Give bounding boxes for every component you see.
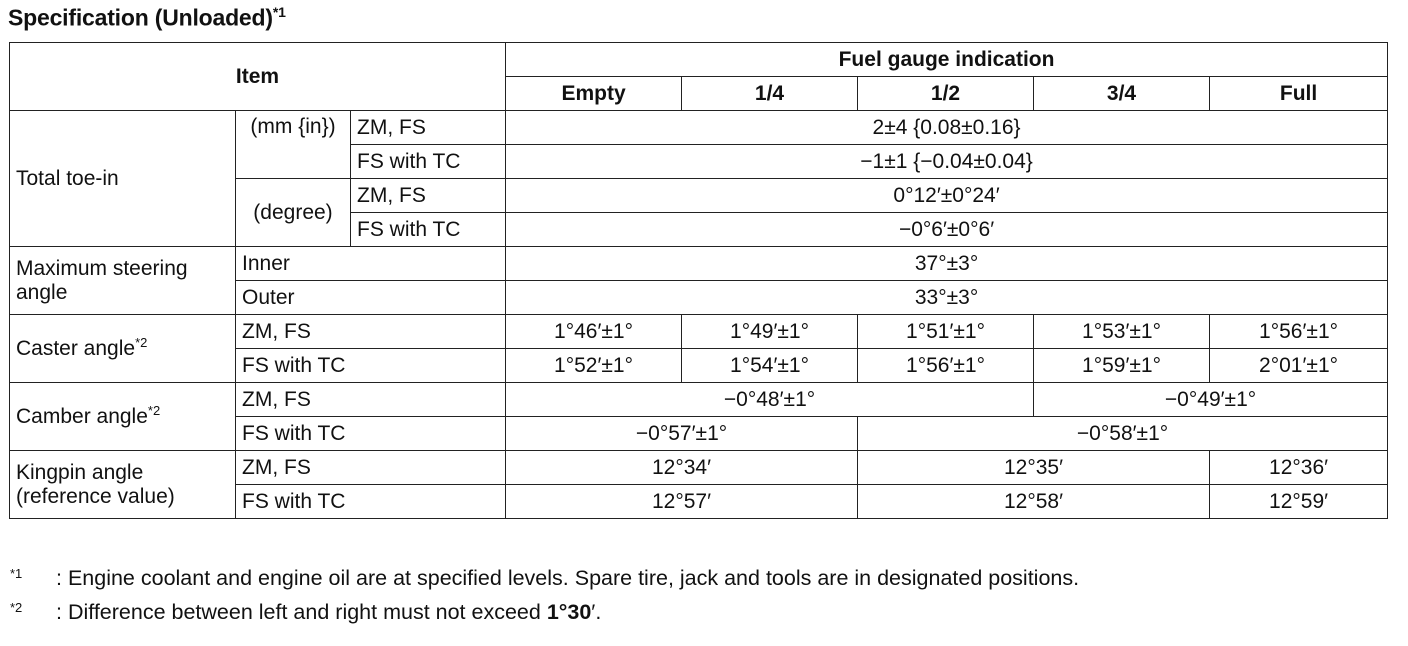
caster-label-cell <box>10 315 236 383</box>
caster-zm-full: 1°56′±1° <box>1210 315 1388 349</box>
camber-fs-tc: FS with TC <box>236 417 506 451</box>
kingpin-zm-value-c: 12°36′ <box>1210 451 1388 485</box>
level-quarter: 1/4 <box>682 77 858 111</box>
steering-label: Maximum steering angle <box>10 247 236 315</box>
toe-in-deg-zm-value: 0°12′±0°24′ <box>506 179 1388 213</box>
kingpin-tc-value-c: 12°59′ <box>1210 485 1388 519</box>
level-half: 1/2 <box>858 77 1034 111</box>
toe-in-label: Total toe-in <box>10 111 236 247</box>
kingpin-zm-value-a: 12°34′ <box>506 451 858 485</box>
caster-zm-half: 1°51′±1° <box>858 315 1034 349</box>
footnote-2-mark-text: *2 <box>10 600 23 615</box>
toe-in-mm-zm-value: 2±4 {0.08±0.16} <box>506 111 1388 145</box>
fuel-gauge-header: Fuel gauge indication <box>506 43 1388 77</box>
camber-label: Camber angle <box>16 405 148 429</box>
item-header: Item <box>10 43 506 111</box>
footnote-2-text <box>56 600 601 625</box>
kingpin-fs-tc: FS with TC <box>236 485 506 519</box>
caster-zm-three-quarter: 1°53′±1° <box>1034 315 1210 349</box>
footnote-2-text-bold: 1°30 <box>546 600 592 624</box>
footnote-1 <box>10 566 1079 600</box>
steering-inner-value: 37°±3° <box>506 247 1388 281</box>
caster-tc-empty: 1°52′±1° <box>506 349 682 383</box>
toe-in-deg-fs-tc: FS with TC <box>351 213 506 247</box>
footnotes <box>10 566 1079 634</box>
caster-tc-full: 2°01′±1° <box>1210 349 1388 383</box>
footnote-2-text-main: : Difference between left and right must not exceed <box>56 600 547 624</box>
camber-zm-value-b: −0°49′±1° <box>1034 383 1388 417</box>
camber-zm-fs: ZM, FS <box>236 383 506 417</box>
header-row-1 <box>10 43 1388 77</box>
caster-fs-tc: FS with TC <box>236 349 506 383</box>
kingpin-zm-fs: ZM, FS <box>236 451 506 485</box>
title-text: Specification (Unloaded) <box>8 4 273 31</box>
caster-zm-quarter: 1°49′±1° <box>682 315 858 349</box>
level-three-quarter: 3/4 <box>1034 77 1210 111</box>
caster-label: Caster angle <box>16 337 136 361</box>
kingpin-zm-value-b: 12°35′ <box>858 451 1210 485</box>
table-row <box>10 247 1388 281</box>
footnote-2-text-tail: ′. <box>591 600 602 624</box>
steering-inner: Inner <box>236 247 506 281</box>
toe-in-mm-tc-value: −1±1 {−0.04±0.04} <box>506 145 1388 179</box>
steering-outer: Outer <box>236 281 506 315</box>
table-row <box>10 315 1388 349</box>
level-empty: Empty <box>506 77 682 111</box>
table-row <box>10 111 1388 145</box>
toe-in-mm-unit: (mm {in}) <box>236 111 351 179</box>
table-row <box>10 383 1388 417</box>
kingpin-tc-value-a: 12°57′ <box>506 485 858 519</box>
camber-footnote-mark: *2 <box>147 403 161 419</box>
camber-label-cell <box>10 383 236 451</box>
kingpin-tc-value-b: 12°58′ <box>858 485 1210 519</box>
level-full: Full <box>1210 77 1388 111</box>
caster-tc-quarter: 1°54′±1° <box>682 349 858 383</box>
caster-tc-half: 1°56′±1° <box>858 349 1034 383</box>
footnote-2-mark <box>10 600 56 626</box>
table-row <box>10 451 1388 485</box>
page-title <box>8 4 286 32</box>
steering-outer-value: 33°±3° <box>506 281 1388 315</box>
camber-tc-value-a: −0°57′±1° <box>506 417 858 451</box>
toe-in-deg-tc-value: −0°6′±0°6′ <box>506 213 1388 247</box>
footnote-1-mark-text: *1 <box>10 566 23 581</box>
camber-zm-value-a: −0°48′±1° <box>506 383 1034 417</box>
camber-tc-value-b: −0°58′±1° <box>858 417 1388 451</box>
title-footnote-mark: *1 <box>272 4 286 20</box>
caster-zm-fs: ZM, FS <box>236 315 506 349</box>
footnote-1-mark <box>10 566 56 592</box>
caster-footnote-mark: *2 <box>135 335 148 351</box>
caster-zm-empty: 1°46′±1° <box>506 315 682 349</box>
caster-tc-three-quarter: 1°59′±1° <box>1034 349 1210 383</box>
toe-in-deg-zm-fs: ZM, FS <box>351 179 506 213</box>
specification-table <box>9 42 1388 519</box>
toe-in-mm-zm-fs: ZM, FS <box>351 111 506 145</box>
toe-in-mm-fs-tc: FS with TC <box>351 145 506 179</box>
toe-in-degree-unit: (degree) <box>236 179 351 247</box>
footnote-2 <box>10 600 1079 634</box>
footnote-1-text: : Engine coolant and engine oil are at specified levels. Spare tire, jack and tools are in designated positions. <box>56 566 1080 590</box>
kingpin-label: Kingpin angle (reference value) <box>10 451 236 519</box>
